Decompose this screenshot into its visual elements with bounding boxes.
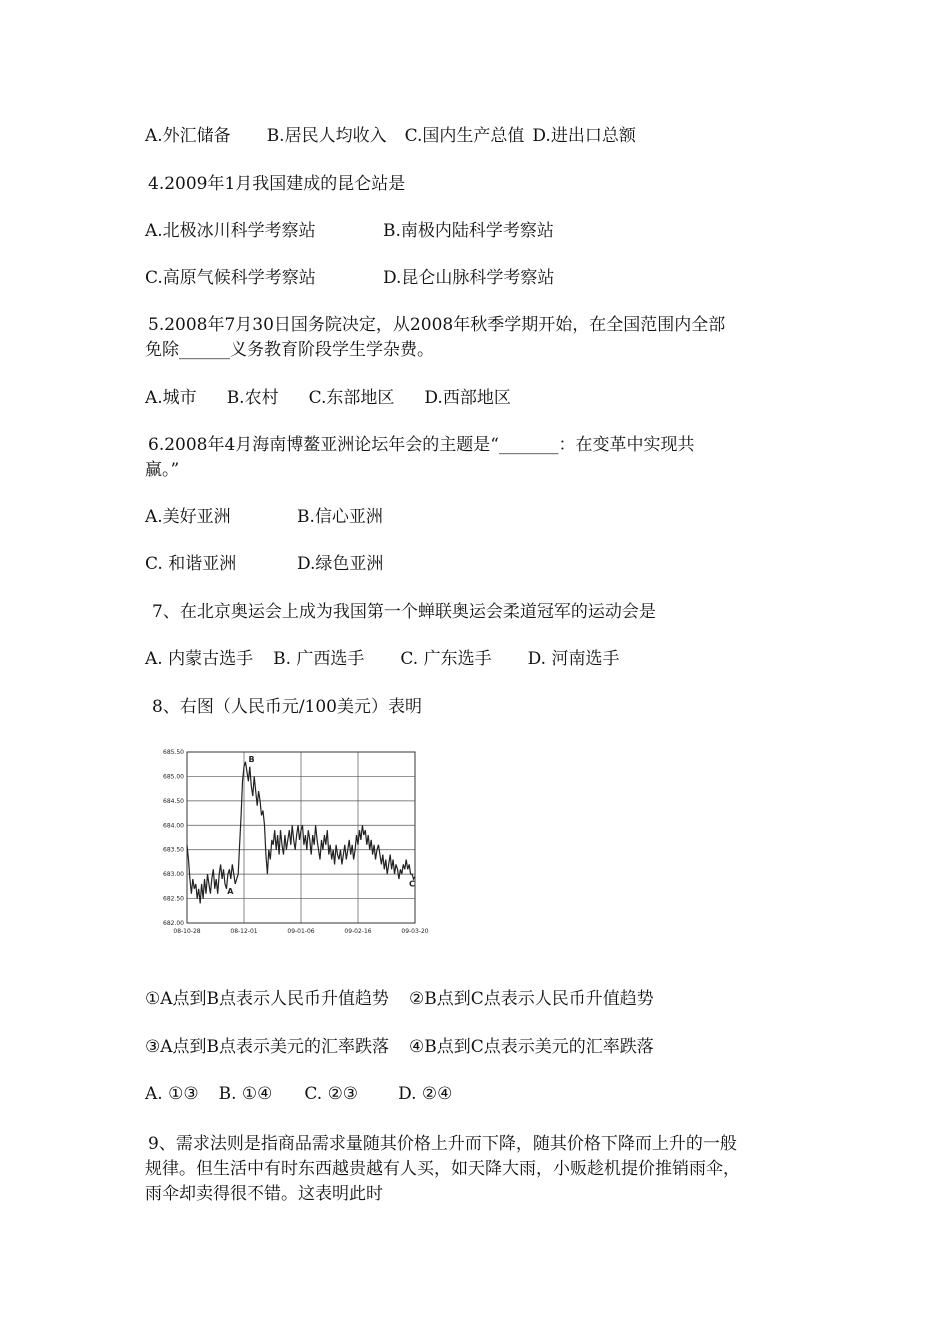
q6-options-row2: [145, 552, 383, 576]
y-tick-label: 685.00: [163, 773, 184, 781]
q9-line3: 雨伞却卖得很不错。这表明此时: [145, 1184, 383, 1204]
q8-stem: 8、右图（人民币元/100美元）表明: [152, 697, 422, 717]
q4-option-b: B.南极内陆科学考察站: [383, 221, 554, 241]
q6-option-b: B.信心亚洲: [297, 507, 383, 527]
y-tick-label: 683.00: [163, 871, 184, 879]
y-tick-label: 682.50: [163, 895, 184, 903]
y-tick-label: 682.00: [163, 920, 184, 927]
q8-options: [145, 1082, 452, 1106]
q7-stem: 7、在北京奥运会上成为我国第一个蝉联奥运会柔道冠军的运动会是: [152, 602, 656, 622]
q6-options-row1: [145, 505, 383, 529]
q7-option-d: D. 河南选手: [527, 649, 620, 669]
x-tick-label: 09-01-06: [287, 928, 315, 935]
q4-options-row1: [145, 219, 554, 243]
q8-statements-row2: [145, 1035, 654, 1059]
q3-option-b: B.居民人均收入: [266, 126, 387, 146]
q8-option-c: C. ②③: [304, 1084, 359, 1104]
x-tick-labels: [173, 928, 428, 935]
y-tick-labels: [163, 749, 184, 927]
q5-stem-line2: 免除______义务教育阶段学生学杂费。: [145, 340, 434, 360]
q5-option-a: A.城市: [145, 388, 197, 408]
q6-option-c: C. 和谐亚洲: [145, 554, 237, 574]
point-label-b: B: [248, 754, 255, 764]
q7-options: [145, 647, 619, 671]
q8-statement-4: ④B点到C点表示美元的汇率跌落: [409, 1037, 654, 1057]
q4-options-row2: [145, 266, 554, 290]
q3-options: [145, 124, 636, 148]
q6-option-a: A.美好亚洲: [145, 507, 231, 527]
q5-option-c: C.东部地区: [308, 388, 395, 408]
y-tick-label: 683.50: [163, 846, 184, 854]
q3-option-a: A.外汇储备: [145, 126, 231, 146]
q7-option-a: A. 内蒙古选手: [145, 649, 254, 669]
q3-option-d: D.进出口总额: [532, 126, 636, 146]
q8-statement-1: ①A点到B点表示人民币升值趋势: [145, 989, 390, 1009]
q5-option-d: D.西部地区: [424, 388, 511, 408]
x-tick-label: 08-12-01: [230, 928, 258, 935]
q8-option-b: B. ①④: [218, 1084, 273, 1104]
q5-options: [145, 386, 511, 410]
q4-stem: 4.2009年1月我国建成的昆仑站是: [148, 174, 406, 194]
q8-option-a: A. ①③: [145, 1084, 199, 1104]
q6-option-d: D.绿色亚洲: [297, 554, 384, 574]
q8-option-d: D. ②④: [398, 1084, 453, 1104]
x-tick-label: 09-03-20: [401, 928, 429, 935]
q6-stem-line1: 6.2008年4月海南博鳌亚洲论坛年会的主题是“_______：在变革中实现共: [148, 435, 695, 455]
q5-stem-line1: 5.2008年7月30日国务院决定，从2008年秋季学期开始，在全国范围内全部: [148, 315, 726, 335]
q9-line1: 9、需求法则是指商品需求量随其价格上升而下降，随其价格下降而上升的一般: [148, 1134, 737, 1154]
chart-grid: [187, 752, 415, 923]
q7-option-c: C. 广东选手: [400, 649, 492, 669]
q3-option-c: C.国内生产总值: [404, 126, 525, 146]
x-tick-label: 09-02-16: [344, 928, 372, 935]
point-label-c: C: [409, 879, 415, 889]
q8-statement-2: ②B点到C点表示人民币升值趋势: [409, 989, 654, 1009]
q6-stem-line2: 赢。”: [145, 460, 180, 480]
q4-option-d: D.昆仑山脉科学考察站: [383, 268, 555, 288]
point-label-a: A: [227, 886, 234, 896]
y-tick-label: 684.00: [163, 822, 184, 830]
q9-line2: 规律。但生活中有时东西越贵越有人买，如天降大雨，小贩趁机提价推销雨伞，: [145, 1159, 740, 1179]
exchange-rate-chart: [150, 740, 440, 940]
q4-option-a: A.北极冰川科学考察站: [145, 221, 316, 241]
q8-statement-3: ③A点到B点表示美元的汇率跌落: [145, 1037, 390, 1057]
y-tick-label: 685.50: [163, 749, 184, 756]
q4-option-c: C.高原气候科学考察站: [145, 268, 316, 288]
q8-statements-row1: [145, 987, 654, 1011]
q5-option-b: B.农村: [226, 388, 279, 408]
x-tick-label: 08-10-28: [173, 928, 201, 935]
q7-option-b: B. 广西选手: [273, 649, 365, 669]
y-tick-label: 684.50: [163, 797, 184, 805]
